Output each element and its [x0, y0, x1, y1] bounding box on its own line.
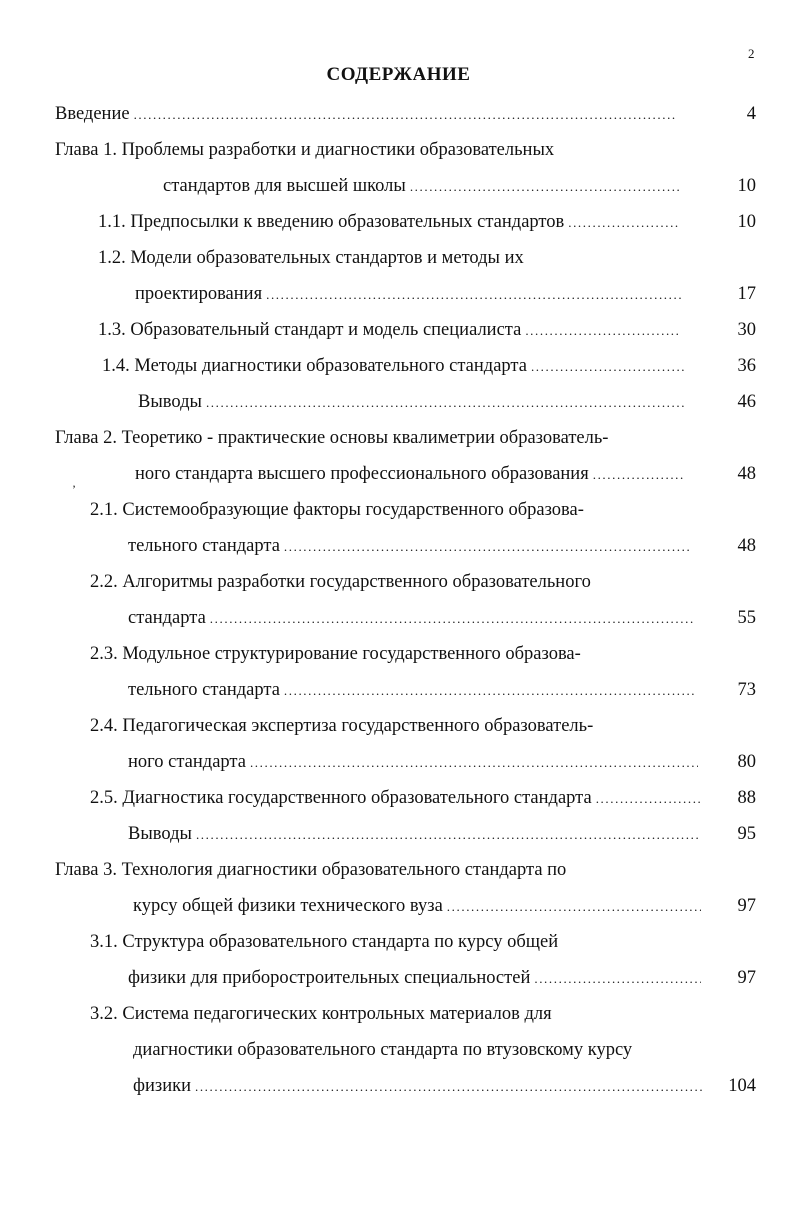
- toc-entry: стандартов для высшей школы .....: [163, 171, 680, 201]
- toc-entry: 1.1. Предпосылки к введению образовательных стандартов .....: [98, 207, 680, 237]
- toc-page-number: 36: [737, 356, 756, 376]
- page-number: 2: [748, 46, 755, 61]
- leader-dots: [447, 892, 701, 921]
- leader-dots: [196, 820, 698, 849]
- toc-page-number: 55: [737, 608, 756, 628]
- toc-entry: 1.2. Модели образовательных стандартов и методы их: [98, 248, 524, 268]
- leader-dots: [593, 460, 685, 489]
- leader-dots: [284, 676, 696, 705]
- toc-title: СОДЕРЖАНИЕ: [326, 64, 471, 85]
- toc-page-number: 30: [737, 320, 756, 340]
- stray-mark: ’: [72, 482, 76, 496]
- leader-dots: [195, 1072, 703, 1101]
- toc-chapter-heading: Глава 2. Теоретико - практические основы квалиметрии образователь-: [55, 428, 609, 448]
- leader-dots: [525, 316, 680, 345]
- toc-page-number: 97: [737, 896, 756, 916]
- toc-entry: физики .....: [133, 1071, 703, 1101]
- toc-page-number: 95: [737, 824, 756, 844]
- toc-page-number: 80: [737, 752, 756, 772]
- leader-dots: [596, 784, 702, 813]
- toc-page-number: 48: [737, 464, 756, 484]
- toc-entry: 2.2. Алгоритмы разработки государственного образовательного: [90, 572, 591, 592]
- toc-entry: Выводы .....: [138, 387, 686, 417]
- toc-entry: 2.5. Диагностика государственного образовательного стандарта .....: [90, 783, 702, 813]
- toc-page-number: 46: [737, 392, 756, 412]
- toc-entry: 2.1. Системообразующие факторы государственного образова-: [90, 500, 584, 520]
- toc-page-number: 88: [737, 788, 756, 808]
- leader-dots: [206, 388, 686, 417]
- leader-dots: [410, 172, 680, 201]
- toc-entry: ного стандарта .....: [128, 747, 698, 777]
- leader-dots: [134, 100, 677, 129]
- toc-entry: физики для приборостроительных специальностей .....: [128, 963, 701, 993]
- toc-page-number: 10: [737, 176, 756, 196]
- leader-dots: [210, 604, 695, 633]
- toc-chapter-heading: Глава 3. Технология диагностики образовательного стандарта по: [55, 860, 567, 880]
- toc-page-number: 17: [737, 284, 756, 304]
- toc-entry: тельного стандарта .....: [128, 531, 690, 561]
- toc-entry: стандарта .....: [128, 603, 695, 633]
- leader-dots: [266, 280, 682, 309]
- toc-entry: курсу общей физики технического вуза .....: [133, 891, 701, 921]
- leader-dots: [568, 208, 680, 237]
- toc-entry: 3.1. Структура образовательного стандарта по курсу общей: [90, 932, 559, 952]
- leader-dots: [531, 352, 686, 381]
- toc-page-number: 97: [737, 968, 756, 988]
- toc-page-number: 48: [737, 536, 756, 556]
- toc-page-number: 104: [728, 1076, 756, 1096]
- toc-entry: 2.4. Педагогическая экспертиза государственного образователь-: [90, 716, 594, 736]
- toc-entry: 1.4. Методы диагностики образовательного стандарта .....: [102, 351, 686, 381]
- toc-entry: Введение .....: [55, 99, 677, 129]
- toc-page-number: 10: [737, 212, 756, 232]
- toc-entry: 3.2. Система педагогических контрольных материалов для: [90, 1004, 552, 1024]
- toc-chapter-heading: Глава 1. Проблемы разработки и диагностики образовательных: [55, 140, 555, 160]
- toc-entry: проектирования .....: [135, 279, 682, 309]
- toc-entry: диагностики образовательного стандарта по втузовскому курсу: [133, 1040, 633, 1060]
- toc-entry: тельного стандарта .....: [128, 675, 696, 705]
- toc-page-number: 73: [737, 680, 756, 700]
- toc-page-number: 4: [746, 104, 756, 124]
- leader-dots: [534, 964, 701, 993]
- toc-entry: 2.3. Модульное структурирование государственного образова-: [90, 644, 581, 664]
- leader-dots: [284, 532, 690, 561]
- toc-entry: 1.3. Образовательный стандарт и модель специалиста .....: [98, 315, 680, 345]
- leader-dots: [250, 748, 698, 777]
- toc-entry: ного стандарта высшего профессионального образования .....: [135, 459, 685, 489]
- toc-entry: Выводы .....: [128, 819, 698, 849]
